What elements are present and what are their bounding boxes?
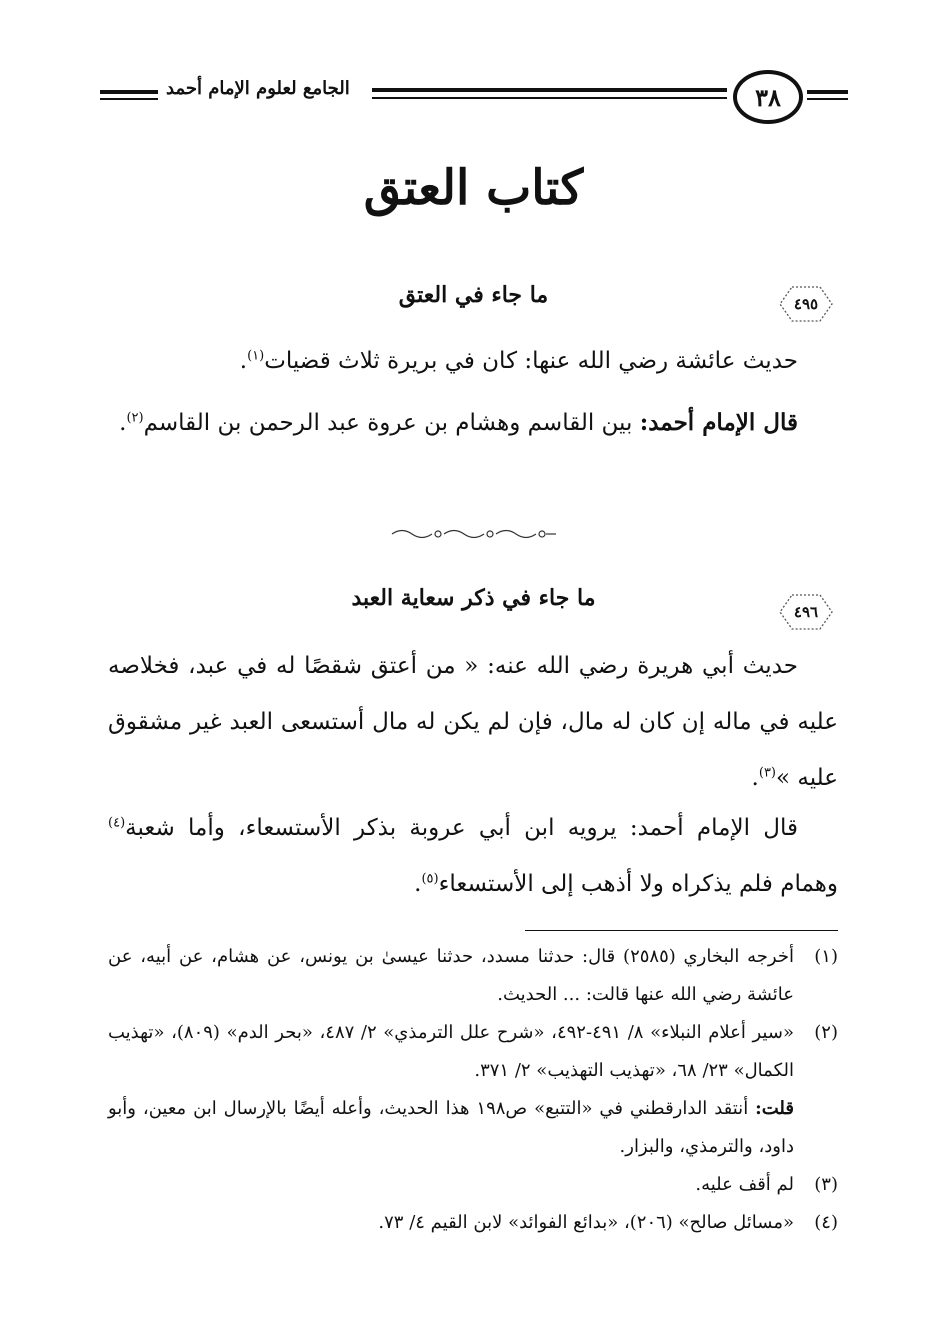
paragraph-text: قال الإمام أحمد: يرويه ابن أبي عروبة بذكر الأستسعاء، وأما شعبة — [125, 815, 798, 841]
paragraph-end: . — [239, 348, 248, 374]
footnote — [108, 1204, 838, 1242]
page-number: ٣٨ — [733, 70, 803, 124]
footnote-text: «مسائل صالح» (٢٠٦)، «بدائع الفوائد» لابن القيم ٤/ ٧٣. — [378, 1212, 794, 1233]
footnote-body: أنتقد الدارقطني في «التتبع» ص١٩٨ هذا الحديث، وأعله أيضًا بالإرسال ابن معين، وأبو داود، والترمذي، والبزار. — [108, 1098, 794, 1157]
paragraph-end: . — [751, 765, 759, 791]
paragraph — [108, 333, 838, 389]
header-rule — [807, 90, 848, 94]
footnote-number: (٤) — [814, 1212, 838, 1233]
footnote-ref: (٢) — [126, 410, 144, 426]
header-rule — [807, 98, 848, 100]
footnote-text — [108, 1090, 794, 1166]
header-rule — [100, 98, 158, 100]
section-title: ما جاء في العتق — [398, 282, 549, 308]
footnote-text: «سير أعلام النبلاء» ٨/ ٤٩١-٤٩٢، «شرح علل الترمذي» ٢/ ٤٨٧، «بحر الدم» (٨٠٩)، «تهذيب الكمال» ٢٣/ ٦٨، «تهذيب التهذيب» ٢/ ٣٧١. — [108, 1022, 794, 1081]
footnote-ref: (٤) — [108, 815, 126, 831]
section-divider-ornament-icon — [388, 525, 560, 543]
footnote-number — [794, 1090, 838, 1166]
footnote-number: (٣) — [814, 1174, 838, 1195]
header-rule — [372, 97, 727, 99]
footnotes — [108, 938, 838, 1242]
header-rule — [372, 88, 727, 92]
footnote — [108, 1090, 838, 1166]
footnote-number: (١) — [814, 946, 838, 967]
paragraph — [108, 638, 838, 806]
note-label: قلت: — [755, 1098, 794, 1119]
footnote-separator — [525, 930, 838, 931]
footnote — [108, 1014, 838, 1090]
paragraph — [108, 395, 838, 451]
paragraph-text: بين القاسم وهشام بن عروة عبد الرحمن بن القاسم — [143, 410, 640, 436]
paragraph — [108, 800, 838, 912]
page-header — [100, 70, 848, 130]
book-title: كتاب العتق — [363, 160, 584, 216]
footnote — [108, 1166, 838, 1204]
footnote-ref: (٣) — [758, 765, 776, 781]
footnote-ref: (٥) — [421, 871, 439, 887]
section-number: ٤٩٦ — [793, 603, 819, 621]
section-number: ٤٩٥ — [793, 295, 819, 313]
footnote-ref: (١) — [247, 348, 265, 364]
paragraph-text: حديث عائشة رضي الله عنها: كان في بريرة ثلاث قضيات — [264, 348, 798, 374]
section-title: ما جاء في ذكر سعاية العبد — [351, 585, 596, 611]
footnote — [108, 938, 838, 1014]
speaker-label: قال الإمام أحمد: — [639, 409, 798, 436]
paragraph-end: . — [119, 410, 127, 436]
running-title: الجامع لعلوم الإمام أحمد — [166, 78, 350, 99]
footnote-number: (٢) — [814, 1022, 838, 1043]
paragraph-text: حديث أبي هريرة رضي الله عنه: « من أعتق شقصًا له في عبد، فخلاصه عليه في ماله إن كان له مال، فإن لم يكن له مال أستسعى العبد غير مشقوق عليه » — [108, 653, 838, 791]
footnote-text: أخرجه البخاري (٢٥٨٥) قال: حدثنا مسدد، حدثنا عيسىٰ بن يونس، عن هشام، عن أبيه، عن عائشة رضي الله عنها قالت: ... الحديث. — [108, 946, 794, 1005]
paragraph-text: وهمام فلم يذكراه ولا أذهب إلى الأستسعاء — [438, 871, 838, 897]
header-rule — [100, 90, 158, 94]
paragraph-end: . — [414, 871, 422, 897]
footnote-text: لم أقف عليه. — [695, 1174, 794, 1195]
